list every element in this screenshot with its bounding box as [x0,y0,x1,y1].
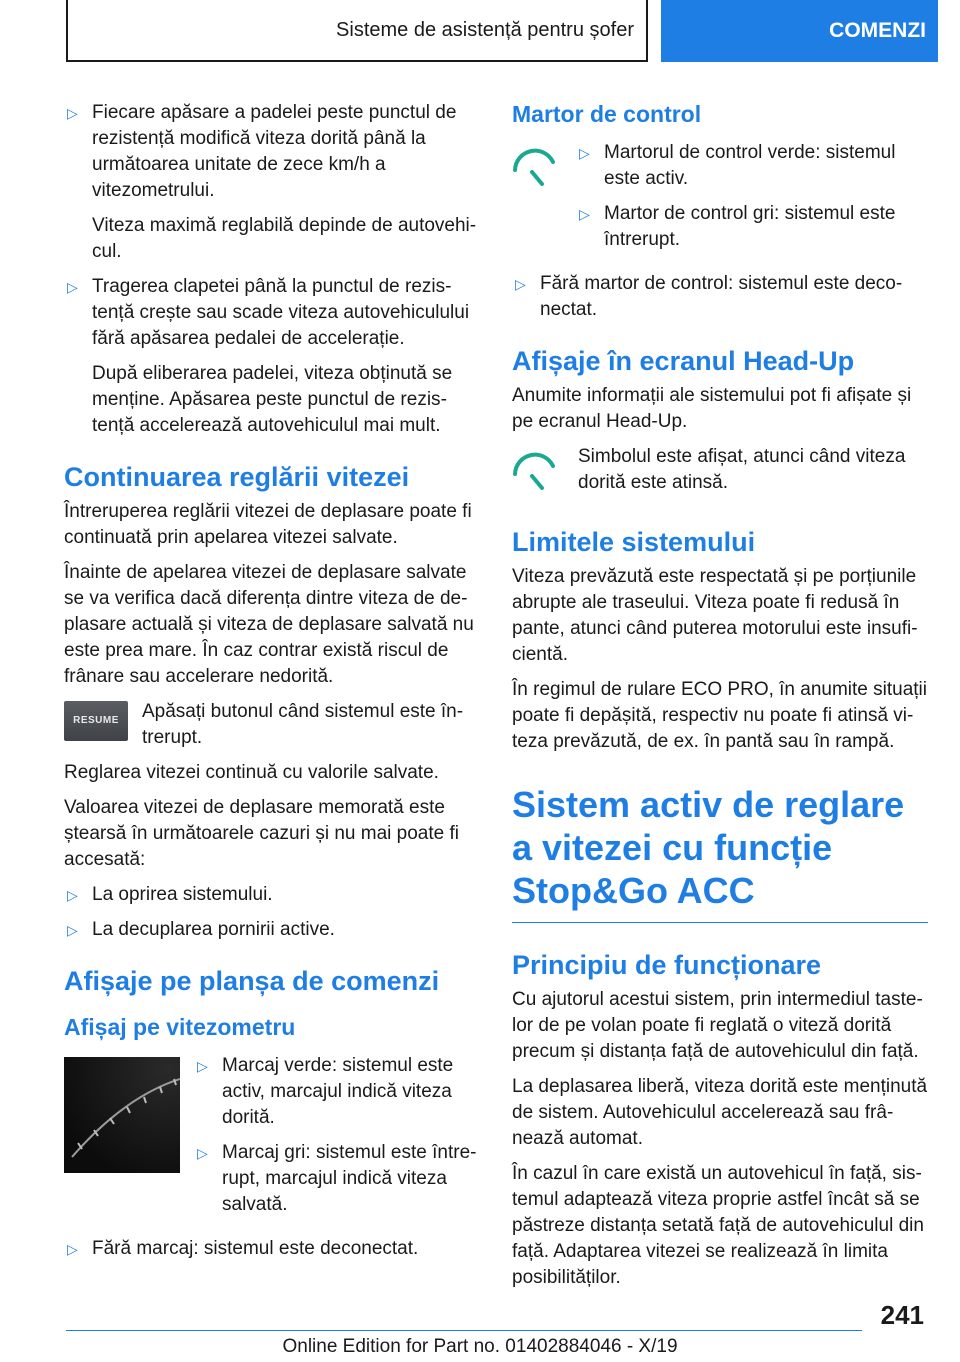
list-item [576,140,928,192]
list-item [194,1140,480,1218]
bullet-text: Fiecare apăsare a padelei peste punctul de rezistență modifică viteza dorită până la următoarea unitate de zece km/h a vitezometrului. [92,102,457,201]
paragraph: Viteza prevăzută este respectată și pe porțiunile abrupte ale traseului. Viteza poate fi redusă în pante, atunci când puterea motorului este insuficientă. [512,566,918,665]
list-item [194,1053,480,1131]
bullet-text: Tragerea clapetei până la punctul de rezistență crește sau scade viteza autovehiculului fără apăsarea pedalei de accelerație. [92,276,470,349]
triangle-right-icon: ▷ [67,922,78,938]
bullet-text: Marcaj gri: sistemul este întrerupt, marcajul indică viteza salvată. [222,1142,477,1215]
heading-continuarea: Continuarea reglării vitezei [64,462,410,492]
heading-head-up: Afișaje în ecranul Head-Up [512,346,855,376]
speedometer-image [64,1057,180,1173]
resume-row [64,699,480,751]
bullet-continuation: După eliberarea padelei, viteza obținută se menține. Apăsarea peste punctul de rezistență accelerează autovehiculul mai mult. [92,363,453,436]
resume-description: Apăsați butonul când sistemul este întrerupt. [142,701,464,748]
header-chapter-tab[interactable] [661,0,938,62]
triangle-right-icon: ▷ [67,887,78,903]
footer-edition: Online Edition for Part no. 01402884046 - X/19 [282,1336,678,1357]
bullet-text: Martorul de control verde: sistemul este activ. [604,142,896,189]
hud-icon-description: Simbolul este afișat, atunci când viteza dorită este atinsă. [578,446,906,493]
bullet-text: Marcaj verde: sistemul este activ, marcajul indică viteza dorită. [222,1055,454,1128]
heading-limitele: Limitele sistemului [512,527,756,557]
paragraph: Anumite informații ale sistemului pot fi afișate și pe ecranul Head-Up. [512,385,912,432]
heading-principiu: Principiu de funcționare [512,950,822,980]
bullet-continuation: Viteza maximă reglabilă depinde de autovehicul. [92,215,477,262]
bullet-text: Fără martor de control: sistemul este deconectat. [540,273,903,320]
triangle-right-icon: ▷ [197,1145,208,1161]
paragraph: Întreruperea reglării vitezei de deplasare poate fi continuată prin apelarea vitezei salvate. [64,501,472,548]
paragraph: În regimul de rulare ECO PRO, în anumite situații poate fi depășită, respectiv nu poate fi atinsă viteza prevăzută, de ex. în pantă sau în rampă. [512,679,928,752]
paragraph: La deplasarea liberă, viteza dorită este menținută de sistem. Autovehiculul accelerează sau frânează automat. [512,1076,928,1149]
header-section-tab [66,0,648,62]
hud-speed-indicator-icon [512,444,578,504]
speed-indicator-icon [512,140,576,200]
bullet-text: La decuplarea pornirii active. [92,919,335,940]
resume-button-label: RESUME [73,715,119,726]
footer-divider [66,1330,862,1331]
list-item [64,882,480,908]
header-section-title: Sisteme de asistență pentru șofer [336,18,634,41]
hud-indicator-row [512,444,928,504]
paragraph: Înainte de apelarea vitezei de deplasare salvate se va verifica dacă diferența dintre viteza de deplasare actuală și viteza de deplasare salvată nu este prea mare. În caz contrar există riscul de frânare sau accelerare nedorită. [64,562,474,687]
list-item [64,917,480,943]
right-column [512,100,928,1300]
triangle-right-icon: ▷ [67,279,78,295]
bullet-text: Fără marcaj: sistemul este deconectat. [92,1238,419,1259]
triangle-right-icon: ▷ [579,206,590,222]
left-column [64,100,480,1271]
heading-acc: Sistem activ de reglare a vitezei cu funcție Stop&Go ACC [512,783,928,923]
list-item [64,274,480,439]
indicator-row [512,140,928,262]
paragraph: Valoarea vitezei de deplasare memorată este ștearsă în următoarele cazuri și nu mai poate fi accesată: [64,797,459,870]
resume-button-icon [64,701,128,741]
list-item [576,201,928,253]
list-item [512,271,928,323]
triangle-right-icon: ▷ [67,105,78,121]
list-item [64,100,480,265]
paragraph: Cu ajutorul acestui sistem, prin intermediul tastelor de pe volan poate fi reglată o viteză dorită precum și distanța față de autovehiculul din față. [512,989,923,1062]
list-item [64,1236,480,1262]
triangle-right-icon: ▷ [67,1241,78,1257]
triangle-right-icon: ▷ [579,145,590,161]
paragraph: În cazul în care există un autovehicul în față, sistemul adaptează viteza proprie astfel încât să se păstreze distanța setată față de autovehiculul din față. Adaptarea vitezei se realizează în limita posibilităților. [512,1163,924,1288]
bullet-text: La oprirea sistemului. [92,884,273,905]
triangle-right-icon: ▷ [197,1058,208,1074]
heading-martor: Martor de control [512,101,702,127]
heading-vitezometru: Afișaj pe vitezometru [64,1014,296,1040]
triangle-right-icon: ▷ [515,276,526,292]
bullet-text: Martor de control gri: sistemul este întrerupt. [604,203,896,250]
heading-afisaje: Afișaje pe planșa de comenzi [64,966,440,996]
paragraph: Reglarea vitezei continuă cu valorile salvate. [64,762,439,783]
speedometer-row [64,1053,480,1227]
header-chapter-title: COMENZI [829,19,926,42]
page-number: 241 [880,1300,924,1330]
